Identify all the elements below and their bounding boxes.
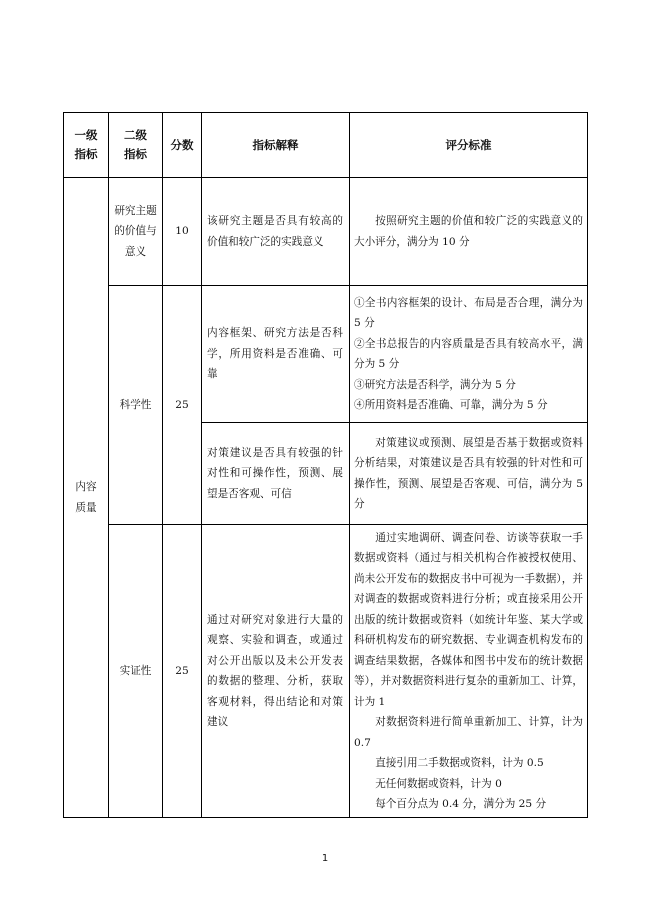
table-row [64, 286, 588, 423]
evaluation-table [63, 112, 588, 818]
standard-item: ③研究方法是否科学，满分为 5 分 [354, 378, 516, 391]
explanation-cell: 对策建议是否具有较强的针对性和可操作性，预测、展望是否客观、可信 [202, 423, 350, 525]
standard-item: 无任何数据或资料，计为 0 [375, 777, 502, 790]
explanation-cell: 内容框架、研究方法是否科学，所用资料是否准确、可靠 [202, 286, 350, 423]
header-row [64, 113, 588, 178]
table-row [64, 525, 588, 818]
standard-item: ②全书总报告的内容质量是否具有较高水平，满分为 5 分 [354, 337, 583, 370]
header-score: 分数 [163, 113, 202, 178]
standard-cell: 按照研究主题的价值和较广泛的实践意义的大小评分，满分为 10 分 [350, 178, 588, 286]
explanation-cell: 通过对研究对象进行大量的观察、实验和调查，或通过对公开出版以及未公开发表的数据的整理、分析，获取客观材料，得出结论和对策建议 [202, 525, 350, 818]
explanation-cell: 该研究主题是否具有较高的价值和较广泛的实践意义 [202, 178, 350, 286]
score-cell: 25 [163, 525, 202, 818]
standard-cell [350, 286, 588, 423]
standard-cell: 对策建议或预测、展望是否基于数据或资料分析结果，对策建议是否具有较强的针对性和可操作性，预测、展望是否客观、可信，满分为 5 分 [350, 423, 588, 525]
header-standard: 评分标准 [350, 113, 588, 178]
standard-item: ①全书内容框架的设计、布局是否合理，满分为 5 分 [354, 296, 583, 329]
standard-item: 通过实地调研、调查问卷、访谈等获取一手数据或资料（通过与相关机构合作被授权使用、尚未公开发布的数据皮书中可视为一手数据），并对调查的数据或资料进行分析；或直接采用公开出版的统计数据或资料（如统计年鉴、某大学或科研机构发布的研究数据、专业调查机构发布的调查结果数据，各媒体和图书中发布的统计数据等），并对数据资料进行复杂的重新加工、计算，计为 1 [354, 531, 583, 708]
standard-item: 对数据资料进行简单重新加工、计算，计为 0.7 [354, 716, 583, 749]
level2-cell: 科学性 [109, 286, 163, 525]
standard-item: 直接引用二手数据或资料，计为 0.5 [375, 757, 544, 769]
standard-item: 每个百分点为 0.4 分，满分为 25 分 [375, 798, 547, 810]
table-row [64, 178, 588, 286]
level2-cell: 研究主题的价值与意义 [109, 178, 163, 286]
header-level1: 一级 指标 [64, 113, 109, 178]
standard-cell [350, 525, 588, 818]
level1-cell: 内容 质量 [64, 178, 109, 818]
standard-item: ④所用资料是否准确、可靠，满分为 5 分 [354, 399, 548, 411]
score-cell: 25 [163, 286, 202, 525]
header-level2: 二级 指标 [109, 113, 163, 178]
score-cell: 10 [163, 178, 202, 286]
level2-cell: 实证性 [109, 525, 163, 818]
header-explanation: 指标解释 [202, 113, 350, 178]
page-number: 1 [321, 853, 329, 864]
